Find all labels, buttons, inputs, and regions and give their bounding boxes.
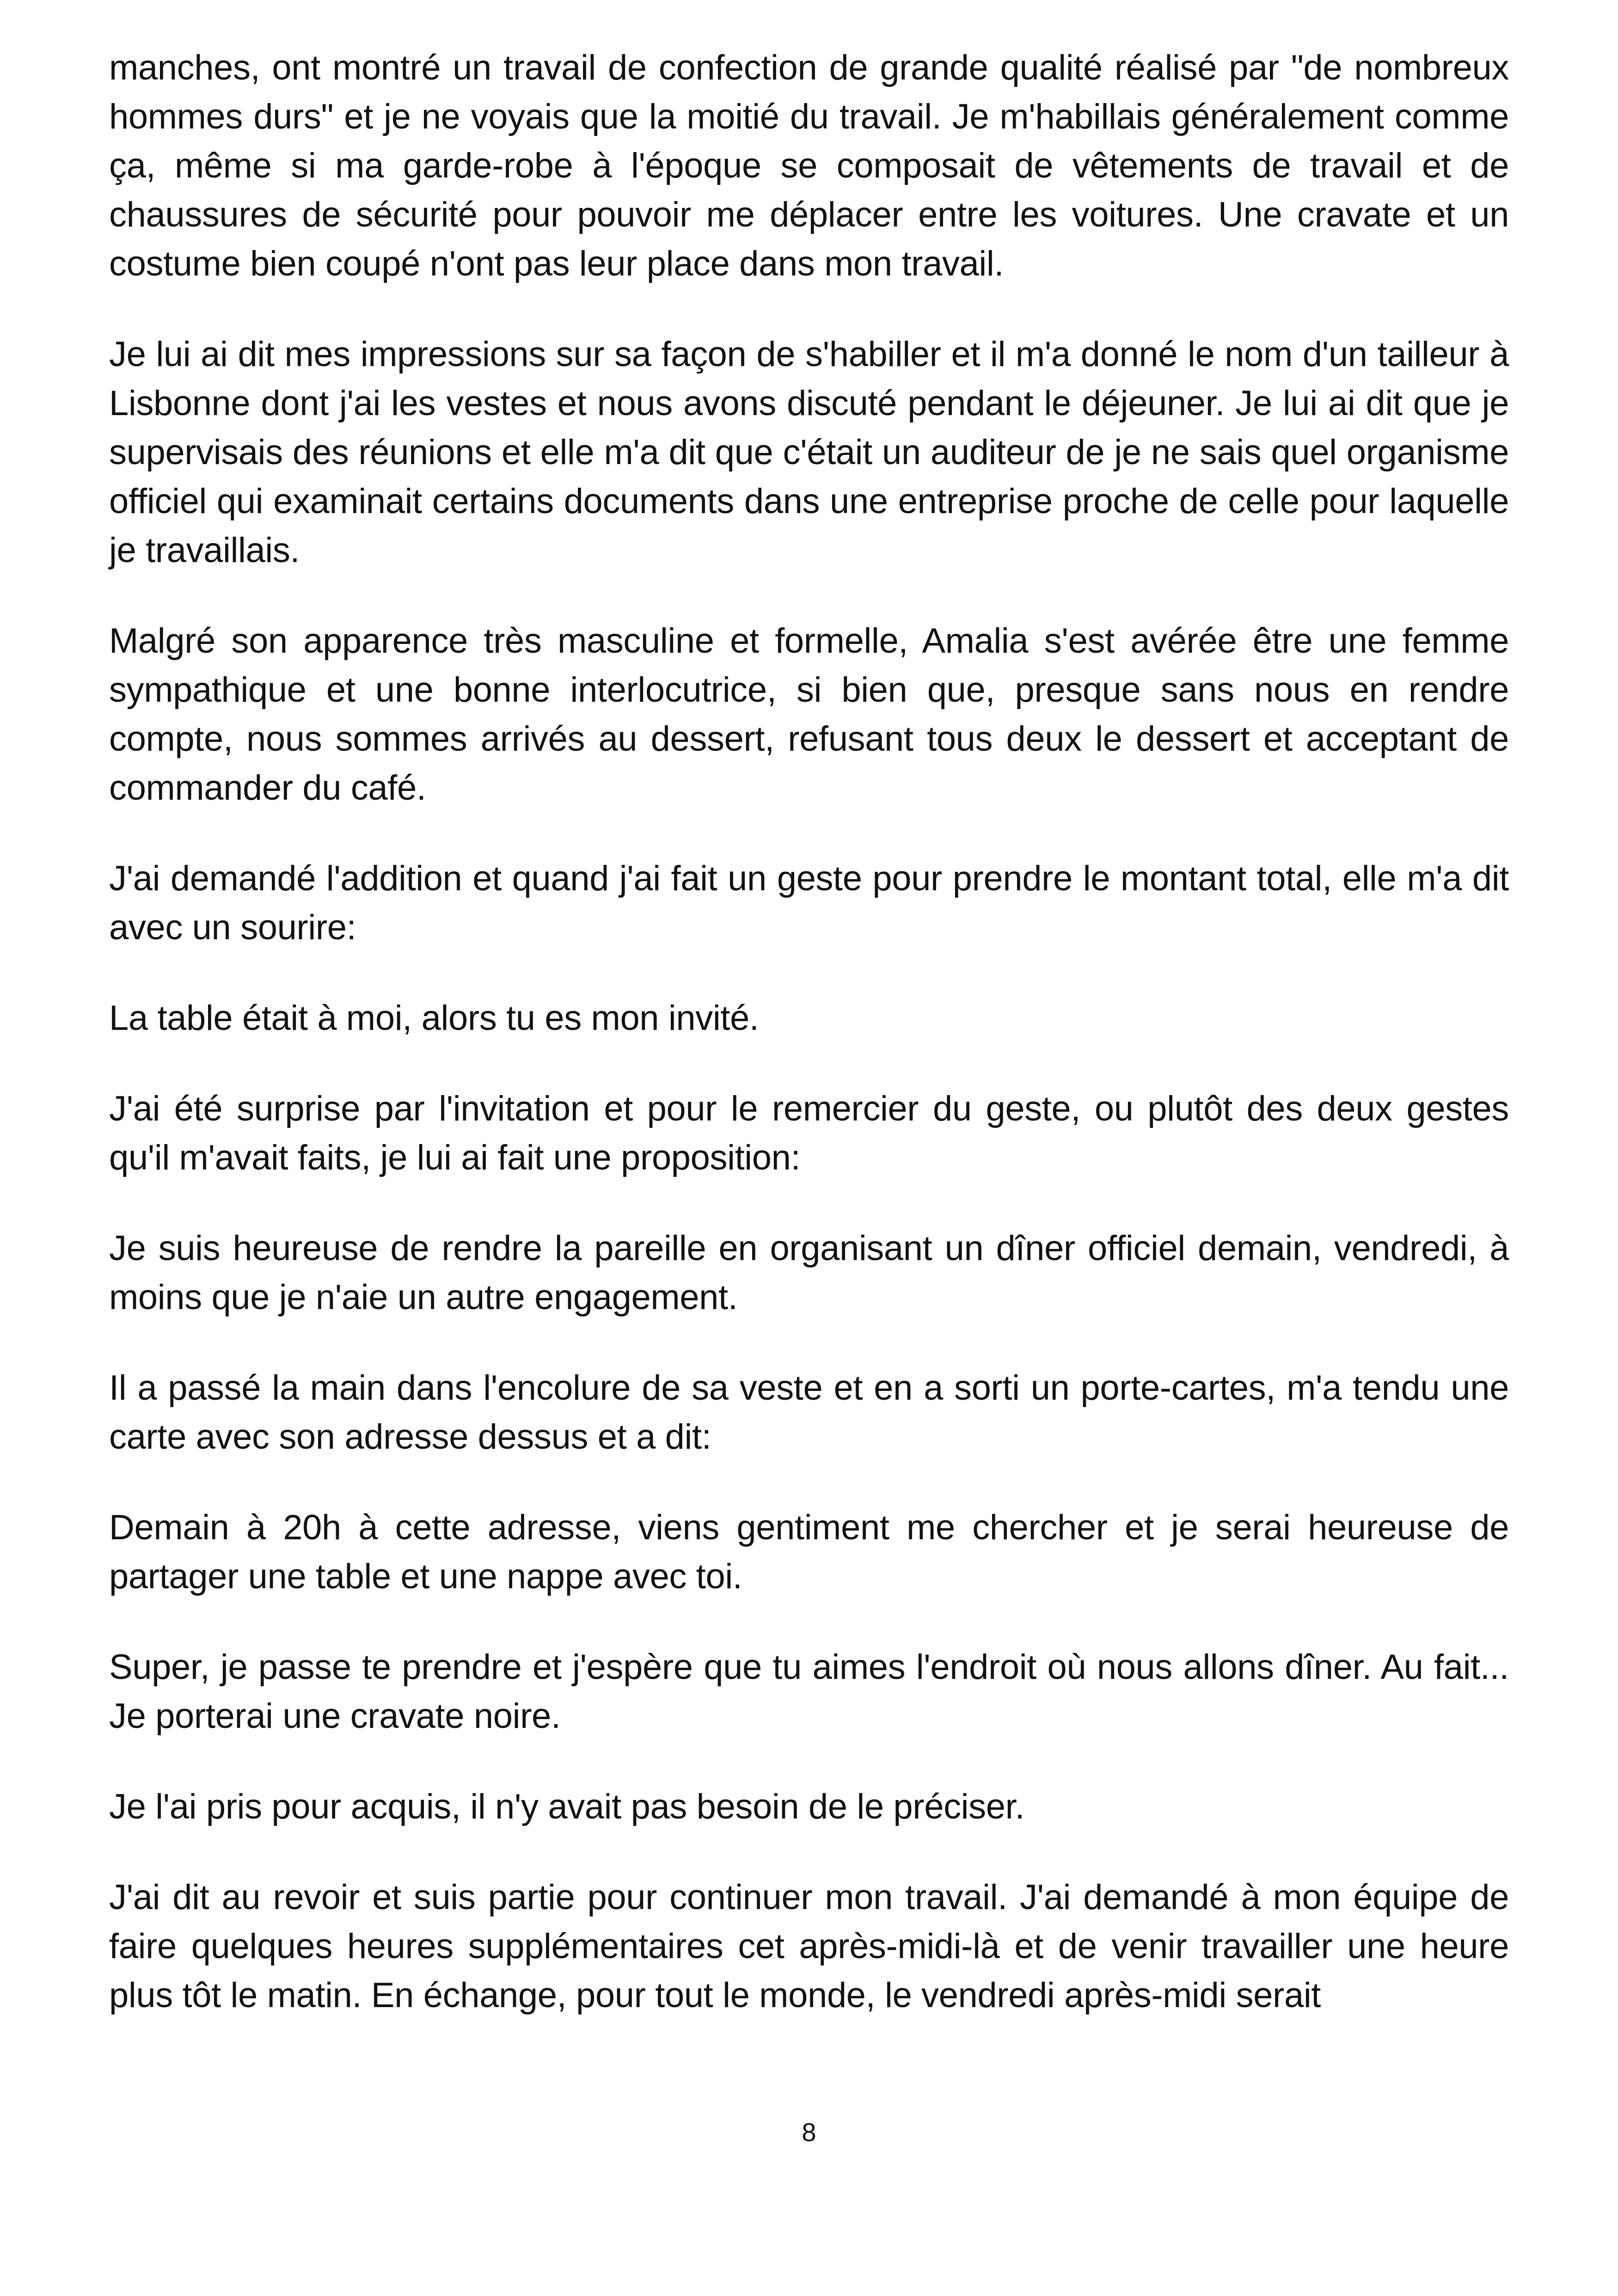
paragraph: La table était à moi, alors tu es mon invité. — [109, 998, 759, 1038]
paragraph: Je lui ai dit mes impressions sur sa façon de s'habiller et il m'a donné le nom d'un tailleur à Lisbonne dont j'ai les vestes et nous avons discuté pendant le déjeuner. Je lui ai dit que je supervisais des réunions et elle m'a dit que c'était un auditeur de je ne sais quel organisme officiel qui examinait certains documents dans une entreprise proche de celle pour laquelle je travaillais. — [109, 335, 1509, 570]
body-text — [109, 43, 1509, 2062]
paragraph: Il a passé la main dans l'encolure de sa veste et en a sorti un porte-cartes, m'a tendu une carte avec son adresse dessus et a dit: — [109, 1368, 1509, 1457]
paragraph: manches, ont montré un travail de confection de grande qualité réalisé par "de nombreux hommes durs" et je ne voyais que la moitié du travail. Je m'habillais généralement comme ça, même si ma garde-robe à l'époque se composait de vêtements de travail et de chaussures de sécurité pour pouvoir me déplacer entre les voitures. Une cravate et un costume bien coupé n'ont pas leur place dans mon travail. — [109, 48, 1509, 283]
paragraph: J'ai été surprise par l'invitation et pour le remercier du geste, ou plutôt des deux gestes qu'il m'avait faits, je lui ai fait une proposition: — [109, 1089, 1509, 1177]
paragraph: Demain à 20h à cette adresse, viens gentiment me chercher et je serai heureuse de partager une table et une nappe avec toi. — [109, 1508, 1509, 1596]
page-number: 8 — [802, 2118, 816, 2147]
paragraph: J'ai dit au revoir et suis partie pour continuer mon travail. J'ai demandé à mon équipe de faire quelques heures supplémentaires cet après-midi-là et de venir travailler une heure plus tôt le matin. En échange, pour tout le monde, le vendredi après-midi serait — [109, 1878, 1509, 2015]
paragraph: Malgré son apparence très masculine et formelle, Amalia s'est avérée être une femme sympathique et une bonne interlocutrice, si bien que, presque sans nous en rendre compte, nous sommes arrivés au dessert, refusant tous deux le dessert et acceptant de commander du café. — [109, 621, 1509, 808]
paragraph: Je suis heureuse de rendre la pareille en organisant un dîner officiel demain, vendredi, à moins que je n'aie un autre engagement. — [109, 1229, 1509, 1317]
paragraph: J'ai demandé l'addition et quand j'ai fait un geste pour prendre le montant total, elle m'a dit avec un sourire: — [109, 859, 1509, 947]
paragraph: Je l'ai pris pour acquis, il n'y avait pas besoin de le préciser. — [109, 1787, 1025, 1826]
paragraph: Super, je passe te prendre et j'espère que tu aimes l'endroit où nous allons dîner. Au fait... Je porterai une cravate noire. — [109, 1647, 1509, 1736]
